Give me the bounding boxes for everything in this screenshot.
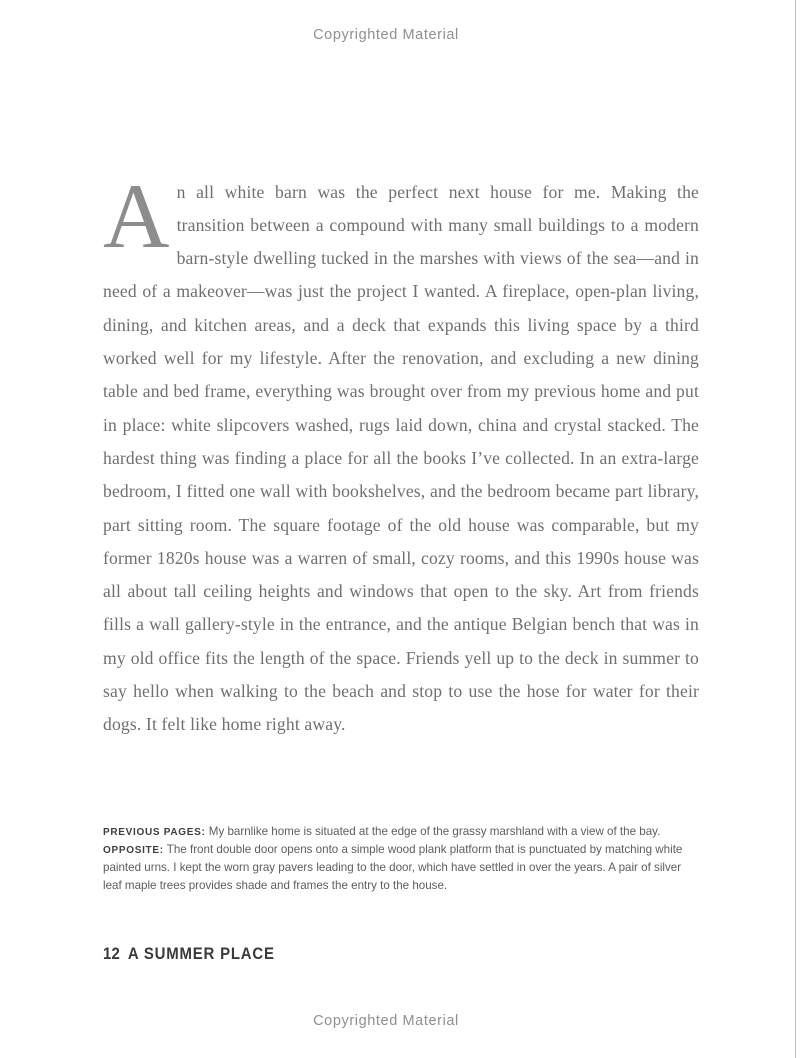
article-body-block	[103, 158, 699, 759]
page-footer	[103, 944, 275, 964]
page-number: 12	[103, 944, 120, 963]
caption-lead-previous-pages: PREVIOUS PAGES:	[103, 827, 206, 838]
running-head-title: A SUMMER PLACE	[127, 944, 275, 963]
photo-caption	[103, 823, 695, 894]
copyright-watermark-top: Copyrighted Material	[313, 27, 459, 43]
caption-text-opposite: The front double door opens onto a simple wood plank platform that is punctuated by matching white painted urns. I kept the worn gray pavers leading to the door, which have settled in over the years. A pair of silver leaf maple trees provides shade and frames the entry to the house.	[103, 843, 683, 892]
caption-text-previous-pages: My barnlike home is situated at the edge of the grassy marshland with a view of the bay.	[205, 825, 661, 838]
drop-cap-initial: A	[103, 164, 170, 267]
article-body-text: n all white barn was the perfect next house for me. Making the transition between a compound with many small buildings to a modern barn-style dwelling tucked in the marshes with views of the sea—and in need of a makeover—was just the project I wanted. A fireplace, open-plan living, dining, and kitchen areas, and a deck that expands this living space by a third worked well for my lifestyle. After the renovation, and excluding a new dining table and bed frame, everything was brought over from my previous home and put in place: white slipcovers washed, rugs laid down, china and crystal stacked. The hardest thing was finding a place for all the books I’ve collected. In an extra-large bedroom, I fitted one wall with bookshelves, and the bedroom became part library, part sitting room. The square footage of the old house was comparable, but my former 1820s house was a warren of small, cozy rooms, and this 1990s house was all about tall ceiling heights and windows that open to the sky. Art from friends fills a wall gallery-style in the entrance, and the antique Belgian bench that was in my old office fits the length of the space. Friends yell up to the deck in summer to say hello when walking to the beach and stop to use the hose for water for their dogs. It felt like home right away.	[103, 181, 699, 735]
page-edge-line	[795, 0, 796, 1058]
caption-lead-opposite: OPPOSITE:	[103, 845, 164, 857]
article-paragraph	[103, 164, 699, 742]
copyright-watermark-bottom: Copyrighted Material	[313, 1013, 459, 1029]
